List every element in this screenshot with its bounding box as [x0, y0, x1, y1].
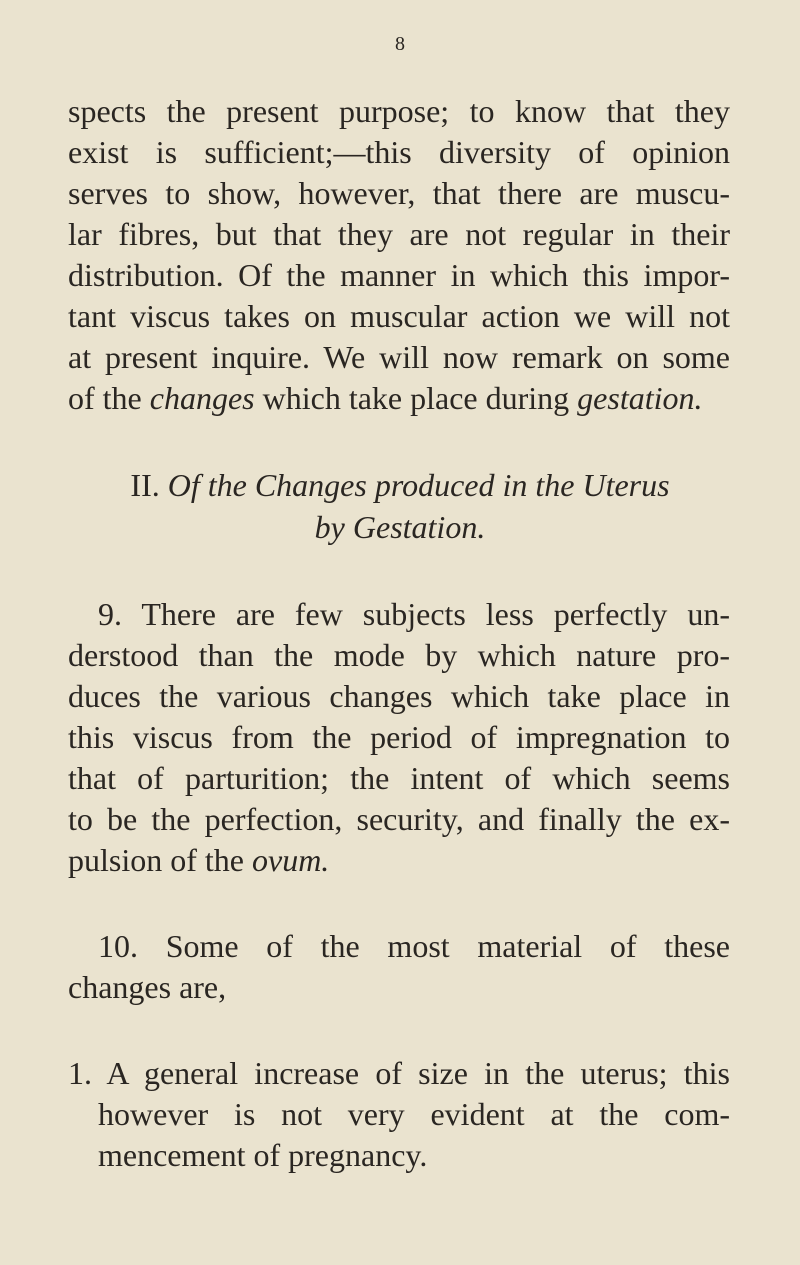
heading-line [0, 465, 800, 505]
text-line: derstood than the mode by which nature pro- [68, 637, 730, 673]
text-line: 10. Some of the most material of these [98, 928, 730, 964]
text-line: mencement of pregnancy. [98, 1137, 428, 1173]
text-line: lar fibres, but that they are not regular in their [68, 216, 730, 252]
text-line [68, 379, 730, 417]
text-line: that of parturition; the intent of which seems [68, 760, 730, 796]
text-fragment: pulsion of the [68, 842, 252, 878]
text-fragment: of the [68, 380, 150, 416]
heading-line: by Gestation. [314, 509, 486, 545]
text-line: at present inquire. We will now remark on some [68, 339, 730, 375]
text-line: this viscus from the period of impregnation to [68, 719, 730, 755]
text-line: serves to show, however, that there are muscu- [68, 175, 730, 211]
page-number: 8 [395, 33, 405, 55]
italic-term: changes [149, 380, 255, 416]
text-line: 9. There are few subjects less perfectly un- [98, 596, 730, 632]
text-line [68, 841, 730, 879]
text-line: tant viscus takes on muscular action we will not [68, 298, 730, 334]
text-fragment: which take place during [254, 380, 578, 416]
text-line: 1. A general increase of size in the uterus; this [68, 1055, 730, 1091]
text-line: to be the perfection, security, and finally the ex- [68, 801, 730, 837]
text-line: distribution. Of the manner in which this impor- [68, 257, 730, 293]
heading-numeral: II. [130, 467, 160, 503]
italic-term: ovum. [251, 842, 330, 878]
text-line: changes are, [68, 969, 227, 1005]
text-line: spects the present purpose; to know that they [68, 93, 730, 129]
text-line: duces the various changes which take place in [68, 678, 730, 714]
text-line: however is not very evident at the com- [98, 1096, 730, 1132]
italic-term: gestation. [577, 380, 703, 416]
text-line: exist is sufficient;—this diversity of opinion [68, 134, 730, 170]
heading-title: Of the Changes produced in the Uterus [167, 467, 670, 503]
